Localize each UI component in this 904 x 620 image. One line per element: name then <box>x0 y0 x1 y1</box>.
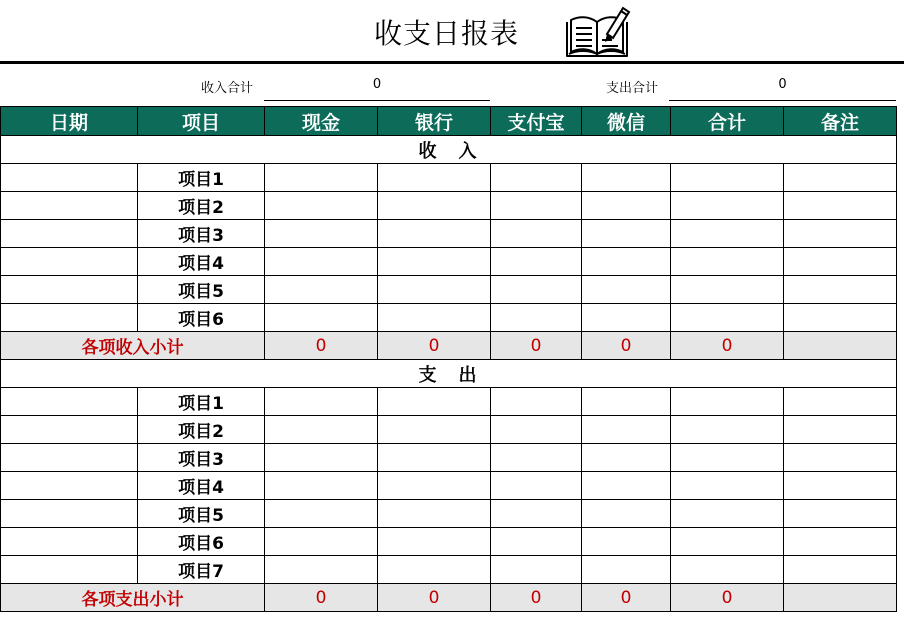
cash-cell[interactable] <box>265 388 378 416</box>
column-header: 微信 <box>582 107 671 136</box>
wechat-cell[interactable] <box>582 220 671 248</box>
cash-cell[interactable] <box>265 248 378 276</box>
expense-total-label: 支出合计 <box>606 81 659 96</box>
note-cell[interactable] <box>784 528 897 556</box>
bank-cell[interactable] <box>378 192 491 220</box>
column-header: 项目 <box>138 107 265 136</box>
date-cell[interactable] <box>1 472 138 500</box>
total-cell[interactable] <box>671 304 784 332</box>
item-name-cell: 项目3 <box>138 220 265 248</box>
subtotal-value-cell: 0 <box>671 584 784 612</box>
total-cell[interactable] <box>671 444 784 472</box>
subtotal-value-cell: 0 <box>378 332 491 360</box>
date-cell[interactable] <box>1 388 138 416</box>
alipay-cell[interactable] <box>491 248 582 276</box>
date-cell[interactable] <box>1 444 138 472</box>
table-row <box>1 388 897 416</box>
alipay-cell[interactable] <box>491 556 582 584</box>
total-cell[interactable] <box>671 388 784 416</box>
subtotal-value-cell: 0 <box>491 332 582 360</box>
bank-cell[interactable] <box>378 416 491 444</box>
wechat-cell[interactable] <box>582 528 671 556</box>
table-row <box>1 248 897 276</box>
alipay-cell[interactable] <box>491 276 582 304</box>
alipay-cell[interactable] <box>491 164 582 192</box>
subtotal-value-cell: 0 <box>378 584 491 612</box>
wechat-cell[interactable] <box>582 416 671 444</box>
item-name-cell: 项目3 <box>138 444 265 472</box>
subtotal-value-cell: 0 <box>491 584 582 612</box>
total-cell[interactable] <box>671 276 784 304</box>
note-cell[interactable] <box>784 192 897 220</box>
income-section-title: 收 入 <box>1 136 897 164</box>
total-cell[interactable] <box>671 248 784 276</box>
item-name-cell: 项目2 <box>138 192 265 220</box>
expense-total-underline <box>669 100 896 101</box>
column-header: 银行 <box>378 107 491 136</box>
total-cell[interactable] <box>671 164 784 192</box>
date-cell[interactable] <box>1 192 138 220</box>
item-name-cell: 项目6 <box>138 528 265 556</box>
alipay-cell[interactable] <box>491 220 582 248</box>
item-name-cell: 项目4 <box>138 248 265 276</box>
alipay-cell[interactable] <box>491 444 582 472</box>
note-cell[interactable] <box>784 472 897 500</box>
date-cell[interactable] <box>1 556 138 584</box>
date-cell[interactable] <box>1 416 138 444</box>
column-header-row <box>1 107 897 136</box>
subtotal-note-cell <box>784 332 897 360</box>
cash-cell[interactable] <box>265 304 378 332</box>
total-cell[interactable] <box>671 472 784 500</box>
date-cell[interactable] <box>1 500 138 528</box>
note-cell[interactable] <box>784 304 897 332</box>
cash-cell[interactable] <box>265 528 378 556</box>
alipay-cell[interactable] <box>491 528 582 556</box>
table-row <box>1 528 897 556</box>
item-name-cell: 项目5 <box>138 276 265 304</box>
wechat-cell[interactable] <box>582 556 671 584</box>
item-name-cell: 项目7 <box>138 556 265 584</box>
bank-cell[interactable] <box>378 556 491 584</box>
total-cell[interactable] <box>671 416 784 444</box>
income-total-value: 0 <box>372 77 382 92</box>
note-cell[interactable] <box>784 444 897 472</box>
bank-cell[interactable] <box>378 248 491 276</box>
alipay-cell[interactable] <box>491 472 582 500</box>
subtotal-value-cell: 0 <box>582 332 671 360</box>
cash-cell[interactable] <box>265 192 378 220</box>
date-cell[interactable] <box>1 528 138 556</box>
page-title: 收支日报表 <box>374 17 520 50</box>
bank-cell[interactable] <box>378 472 491 500</box>
bank-cell[interactable] <box>378 388 491 416</box>
table-row <box>1 220 897 248</box>
note-cell[interactable] <box>784 164 897 192</box>
bank-cell[interactable] <box>378 164 491 192</box>
note-cell[interactable] <box>784 276 897 304</box>
date-cell[interactable] <box>1 304 138 332</box>
cash-cell[interactable] <box>265 164 378 192</box>
column-header: 日期 <box>1 107 138 136</box>
total-cell[interactable] <box>671 500 784 528</box>
total-cell[interactable] <box>671 556 784 584</box>
column-header: 现金 <box>265 107 378 136</box>
wechat-cell[interactable] <box>582 500 671 528</box>
bank-cell[interactable] <box>378 528 491 556</box>
column-header: 合计 <box>671 107 784 136</box>
note-cell[interactable] <box>784 416 897 444</box>
item-name-cell: 项目2 <box>138 416 265 444</box>
income-total-underline <box>264 100 490 101</box>
alipay-cell[interactable] <box>491 416 582 444</box>
table-row <box>1 416 897 444</box>
subtotal-value-cell: 0 <box>265 332 378 360</box>
note-cell[interactable] <box>784 388 897 416</box>
item-name-cell: 项目5 <box>138 500 265 528</box>
subtotal-note-cell <box>784 584 897 612</box>
wechat-cell[interactable] <box>582 164 671 192</box>
table-row <box>1 444 897 472</box>
wechat-cell[interactable] <box>582 472 671 500</box>
wechat-cell[interactable] <box>582 248 671 276</box>
total-cell[interactable] <box>671 528 784 556</box>
income-subtotal-label: 各项收入小计 <box>1 332 265 360</box>
cash-cell[interactable] <box>265 556 378 584</box>
total-cell[interactable] <box>671 220 784 248</box>
note-cell[interactable] <box>784 556 897 584</box>
table-row <box>1 472 897 500</box>
expense-section-title: 支 出 <box>1 360 897 388</box>
column-header: 备注 <box>784 107 897 136</box>
income-subtotal-row <box>1 332 897 360</box>
note-cell[interactable] <box>784 220 897 248</box>
item-name-cell: 项目6 <box>138 304 265 332</box>
open-book-pencil-icon <box>563 4 631 60</box>
cash-cell[interactable] <box>265 472 378 500</box>
table-row <box>1 192 897 220</box>
alipay-cell[interactable] <box>491 304 582 332</box>
income-section-row <box>1 136 897 164</box>
date-cell[interactable] <box>1 164 138 192</box>
item-name-cell: 项目1 <box>138 388 265 416</box>
alipay-cell[interactable] <box>491 500 582 528</box>
cash-cell[interactable] <box>265 276 378 304</box>
note-cell[interactable] <box>784 248 897 276</box>
ledger-table <box>0 106 897 612</box>
subtotal-value-cell: 0 <box>671 332 784 360</box>
date-cell[interactable] <box>1 220 138 248</box>
item-name-cell: 项目1 <box>138 164 265 192</box>
bank-cell[interactable] <box>378 304 491 332</box>
expense-total-value: 0 <box>778 77 787 92</box>
alipay-cell[interactable] <box>491 388 582 416</box>
report-header <box>0 0 904 62</box>
wechat-cell[interactable] <box>582 276 671 304</box>
alipay-cell[interactable] <box>491 192 582 220</box>
bank-cell[interactable] <box>378 500 491 528</box>
wechat-cell[interactable] <box>582 304 671 332</box>
table-row <box>1 164 897 192</box>
item-name-cell: 项目4 <box>138 472 265 500</box>
total-cell[interactable] <box>671 192 784 220</box>
bank-cell[interactable] <box>378 444 491 472</box>
title-underline <box>0 61 904 64</box>
wechat-cell[interactable] <box>582 388 671 416</box>
date-cell[interactable] <box>1 276 138 304</box>
cash-cell[interactable] <box>265 500 378 528</box>
expense-section-row <box>1 360 897 388</box>
wechat-cell[interactable] <box>582 192 671 220</box>
note-cell[interactable] <box>784 500 897 528</box>
table-row <box>1 276 897 304</box>
table-row <box>1 500 897 528</box>
subtotal-value-cell: 0 <box>265 584 378 612</box>
subtotal-value-cell: 0 <box>582 584 671 612</box>
cash-cell[interactable] <box>265 444 378 472</box>
table-row <box>1 556 897 584</box>
cash-cell[interactable] <box>265 220 378 248</box>
bank-cell[interactable] <box>378 276 491 304</box>
cash-cell[interactable] <box>265 416 378 444</box>
table-row <box>1 304 897 332</box>
expense-subtotal-row <box>1 584 897 612</box>
income-total-label: 收入合计 <box>201 81 254 96</box>
date-cell[interactable] <box>1 248 138 276</box>
column-header: 支付宝 <box>491 107 582 136</box>
expense-subtotal-label: 各项支出小计 <box>1 584 265 612</box>
bank-cell[interactable] <box>378 220 491 248</box>
wechat-cell[interactable] <box>582 444 671 472</box>
